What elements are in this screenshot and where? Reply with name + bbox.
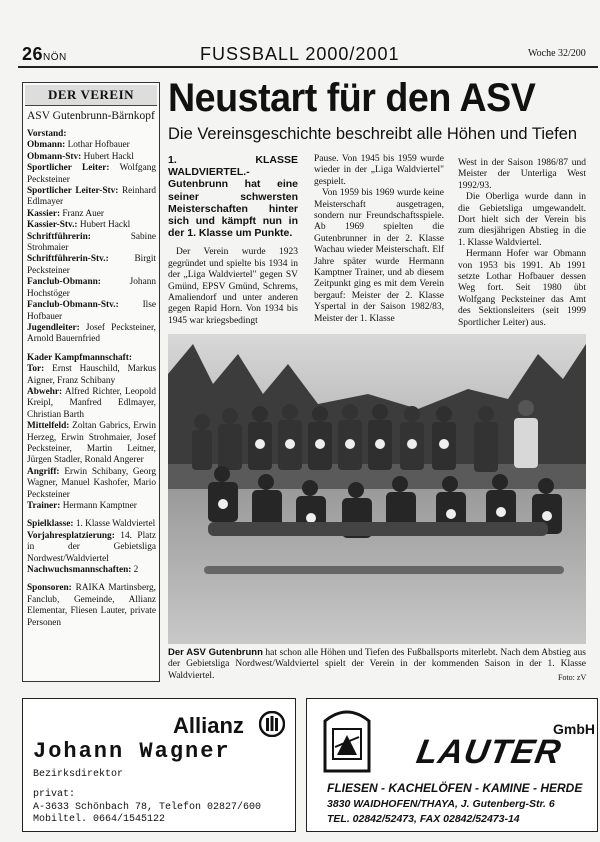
info-entry: Kassier-Stv.: Hubert Hackl: [27, 220, 131, 231]
team-photo: [168, 334, 586, 644]
team-photo-image: [168, 334, 586, 644]
board-list: [27, 129, 156, 346]
league-info-list: [27, 519, 156, 576]
header-rule: [18, 66, 598, 68]
lauter-gmbh: GmbH: [553, 721, 595, 737]
info-entry: Jugendleiter: Josef Pecksteiner, Arnold Bauernfried: [27, 322, 156, 345]
info-entry: Mittelfeld: Zoltan Gabrics, Erwin Herzeg, Erwin Strohmaier, Josef Pecksteiner, Martin Leitner, Jürgen Stadler, Ronald Angerer: [27, 421, 156, 466]
lauter-address: 3830 WAIDHOFEN/THAYA, J. Gutenberg-Str. 6: [327, 798, 555, 810]
info-entry: Obmann-Stv: Hubert Hackl: [27, 151, 134, 162]
info-entry: Sportlicher Leiter: Wolfgang Pecksteiner: [27, 163, 156, 185]
article-paragraph: Hermann Hofer war Obmann von 1953 bis 1991. Ab 1991 setzte Lothar Hofbauer dessen Weg fort. Seit 1980 übt Wolfgang Pecksteiner das Amt des Sektionsleiters (seit 1999 Sportlicher Leiter) aus.: [458, 249, 586, 328]
issue-week: Woche 32/200: [528, 48, 586, 59]
article-column-2: [314, 154, 444, 325]
info-entry: Fanclub-Obmann-Stv.: Ilse Hofbauer: [27, 300, 156, 322]
lauter-phone: TEL. 02842/52473, FAX 02842/52473-14: [327, 813, 520, 825]
agent-name: Johann Wagner: [33, 739, 231, 764]
article-paragraph: Der Verein wurde 1923 gegründet und spielte bis 1934 in der „Liga Waldviertel" gegen SV Gmünd, EPSV Gmünd, Schrems, Amaliendorf und unter anderen gegen Rapid Horn. Von 1934 bis 1945 war kriegsbedingt: [168, 247, 298, 326]
article-paragraph: Von 1959 bis 1969 wurde keine Meisterschaft ausgetragen, sondern nur Freundschaftsspiele. Ab 1969 spielten die Gutenbrunner in der 2. Klasse Wachau wieder Meisterschaft. Elf Jahre später wurde Hermann Kamptner Trainer, und ab diesem Zeitpunkt ging es mit dem Verein bergauf: Meister der 2. Klasse Yspertal in der Saison 1982/83, Meister der 1. Klasse: [314, 188, 444, 324]
info-entry: Kassier: Franz Auer: [27, 208, 104, 219]
info-entry: Nachwuchsmannschaften: 2: [27, 565, 139, 576]
info-entry: Fanclub-Obmann: Johann Hochstöger: [27, 277, 156, 299]
lauter-logo-text: LAUTER: [413, 733, 565, 771]
agent-address: privat: A-3633 Schönbach 78, Telefon 02827/600 Mobiltel. 0664/1545122: [33, 789, 262, 825]
article-subhead: Die Vereinsgeschichte beschreibt alle Höhen und Tiefen: [168, 125, 578, 143]
article-column-1: [168, 154, 298, 327]
section-title: FUSSBALL 2000/2001: [200, 44, 400, 64]
info-entry: Vorjahresplatzierung: 14. Platz in der Gebietsliga Nordwest/Waldviertel: [27, 530, 156, 564]
club-name: ASV Gutenbrunn-Bärnkopf: [27, 110, 155, 122]
article-paragraph: Die Oberliga wurde dann in die Gebietsliga umgewandelt. Dort hielt sich der Verein bis zum diesjährigen Abstieg in die 1. Klasse Waldviertel.: [458, 192, 586, 248]
sponsors: Sponsoren: RAIKA Martinsberg, Fanclub, Gemeinde, Allianz Elementar, Fliesen Lauter, private Personen: [27, 583, 156, 628]
lauter-ad: [306, 698, 598, 832]
club-info-heading: DER VEREIN: [25, 85, 157, 106]
info-entry: Angriff: Erwin Schibany, Georg Wagner, Manuel Kashofer, Mario Pecksteiner: [27, 466, 156, 500]
info-entry: Schriftführerin: Sabine Strohmaier: [27, 231, 156, 254]
photo-caption: Der ASV Gutenbrunn hat schon alle Höhen und Tiefen des Fußballsports miterlebt. Nach dem Abstieg aus der Gebietsliga Nordwest/Waldviertel spielt der Verein in der kommenden Saison in der 1. Klasse Waldviertel.: [168, 647, 586, 681]
info-entry: Sportlicher Leiter-Stv: Reinhard Edlmayer: [27, 186, 157, 208]
club-info-box: [22, 82, 160, 682]
info-entry: Schriftführerin-Stv.: Birgit Pecksteiner: [27, 254, 156, 276]
club-info-body: [27, 110, 156, 629]
article-column-3: [458, 158, 586, 329]
article-lead: 1. KLASSE WALDVIERTEL.- Gutenbrunn hat eine seiner schwersten Meisterschaften hinter sich und kämpft nun in der 1. Klasse um Punkte.: [168, 154, 298, 240]
photo-credit: Foto: zV: [558, 673, 587, 682]
allianz-eagle-icon: [259, 711, 285, 737]
stove-logo-icon: [317, 707, 377, 773]
paper-name: NÖN: [43, 52, 67, 63]
info-entry: Tor: Ernst Hauschild, Markus Aigner, Franz Schibany: [27, 364, 157, 386]
info-entry: Kader Kampfmannschaft:: [27, 352, 132, 363]
article-headline: Neustart für den ASV: [168, 76, 536, 120]
info-entry: Spielklasse: 1. Klasse Waldviertel: [27, 519, 156, 530]
info-entry: Abwehr: Alfred Richter, Leopold Kreipl, Manfred Edlmayer, Christian Barth: [27, 386, 156, 420]
lauter-services: FLIESEN - KACHELÖFEN - KAMINE - HERDE: [327, 781, 583, 795]
squad-list: [27, 353, 156, 513]
article-paragraph: Pause. Von 1945 bis 1959 wurde wieder in der „Liga Waldviertel" gespielt.: [314, 154, 444, 187]
allianz-ad: [22, 698, 296, 832]
agent-title: Bezirksdirektor: [33, 769, 124, 780]
page-number: 26NÖN: [22, 44, 67, 64]
info-entry: Obmann: Lothar Hofbauer: [27, 140, 130, 151]
info-entry: Vorstand:: [27, 129, 67, 139]
info-entry: Trainer: Hermann Kamptner: [27, 501, 137, 511]
article-paragraph: West in der Saison 1986/87 und Meister der Unterliga West 1992/93.: [458, 158, 586, 191]
allianz-logo-text: Allianz: [173, 713, 244, 738]
